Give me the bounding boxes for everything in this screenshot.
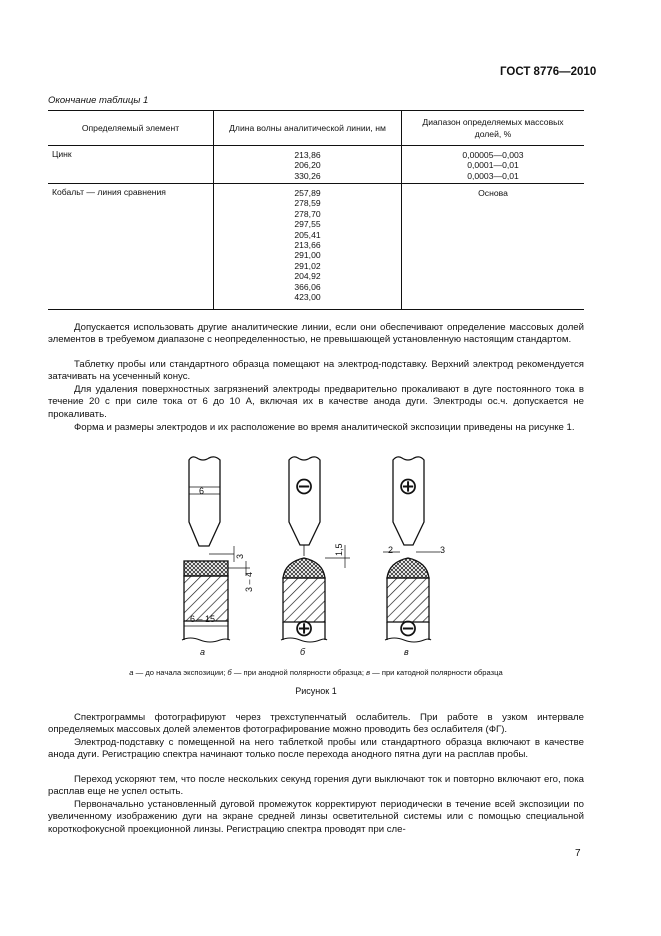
plus-icon: ⊕ [397,473,419,500]
data-table [48,110,584,310]
cell-wavelengths: 213,86 206,20 330,26 [214,146,402,184]
cell-wavelengths: 257,89 278,59 278,70 297,55 205,41 213,66 291,00 291,02 204,92 366,06 423,00 [214,184,402,310]
table-row [48,146,584,184]
table-caption: Окончание таблицы 1 [48,95,149,106]
paragraph: Форма и размеры электродов и их расположение во время аналитической экспозиции приведены на рисунке 1. [74,422,575,433]
electrode-panel-a [182,457,254,657]
cell-range: Основа [478,188,508,198]
page-number: 7 [575,848,581,859]
paragraph: Таблетку пробы или стандартного образца помещают на электрод-подставку. Верхний электрод рекомендуется затачивать на усеченный конус. [48,359,584,383]
minus-icon: ⊖ [397,615,419,642]
dim-label: 3 – 4 [244,571,254,592]
figure-title: Рисунок 1 [295,686,337,696]
paragraph: Спектрограммы фотографируют через трехступенчатый ослабитель. При работе в узком интервале определяемых массовых долей элементов фотографирование можно проводить без ослабителя (ФГ). [48,712,584,736]
document-code: ГОСТ 8776—2010 [500,66,597,78]
table-row [48,184,584,310]
paragraph: Первоначально установленный дуговой промежуток корректируют периодически в течение всей экспозиции по увеличенному изображению дуги на экране средней линзы осветительной системы или с помощью специальной короткофокусной проекционной линзы. Регистрацию спектра проводят при сле- [48,799,584,835]
panel-label: в [404,647,409,657]
cell-range: 0,00005—0,003 0,0001—0,01 0,0003—0,01 [462,150,524,181]
dim-label: 3 [235,553,245,559]
cell-element: Кобальт — линия сравнения [48,184,214,310]
dim-label: 6 [199,486,205,496]
plus-icon: ⊕ [293,615,315,642]
paragraph: Переход ускоряют тем, что после нескольких секунд горения дуги выключают ток и повторно включают его, пока расплав еще не успел остыть. [48,774,584,798]
cell-element: Цинк [48,146,214,184]
electrode-panel-c [383,457,445,657]
electrode-panel-b [281,457,350,657]
panel-label: а [200,647,206,657]
paragraph: Для удаления поверхностных загрязнений электроды предварительно прокаливают в дуге постоянного тока в течение 20 с при силе тока от 6 до 10 А, включая их в качестве анода дуги. Электроды ос.ч. допускается не прокаливать. [48,384,584,420]
column-header-wavelength: Длина волны аналитической линии, нм [214,111,402,146]
dim-label: 1,5 [334,543,344,556]
figure-legend: а — до начала экспозиции; б — при анодной полярности образца; в — при катодной полярности образца [129,668,503,677]
paragraph: Допускается использовать другие аналитические линии, если они обеспечивают определение массовых долей элементов в требуемом диапазоне с неопределенностью, не превышающей установленную настоящим стандартом. [48,322,584,346]
paragraph: Электрод-подставку с помещенной на него таблеткой пробы или стандартного образца включают в качестве анода дуги. Регистрацию спектра начинают только после перехода анодного пятна дуги на расплав пробы. [48,737,584,761]
dim-label: 2 [388,545,394,555]
column-header-element: Определяемый элемент [48,111,214,146]
table-header-row [48,111,584,146]
minus-icon: ⊖ [293,473,315,500]
dim-label: 3 [440,545,446,555]
electrode-figure [0,450,661,668]
dim-label: 6 – 15 [190,614,216,624]
panel-label: б [300,647,306,657]
column-header-range: Диапазон определяемых массовых долей, % [422,117,564,139]
